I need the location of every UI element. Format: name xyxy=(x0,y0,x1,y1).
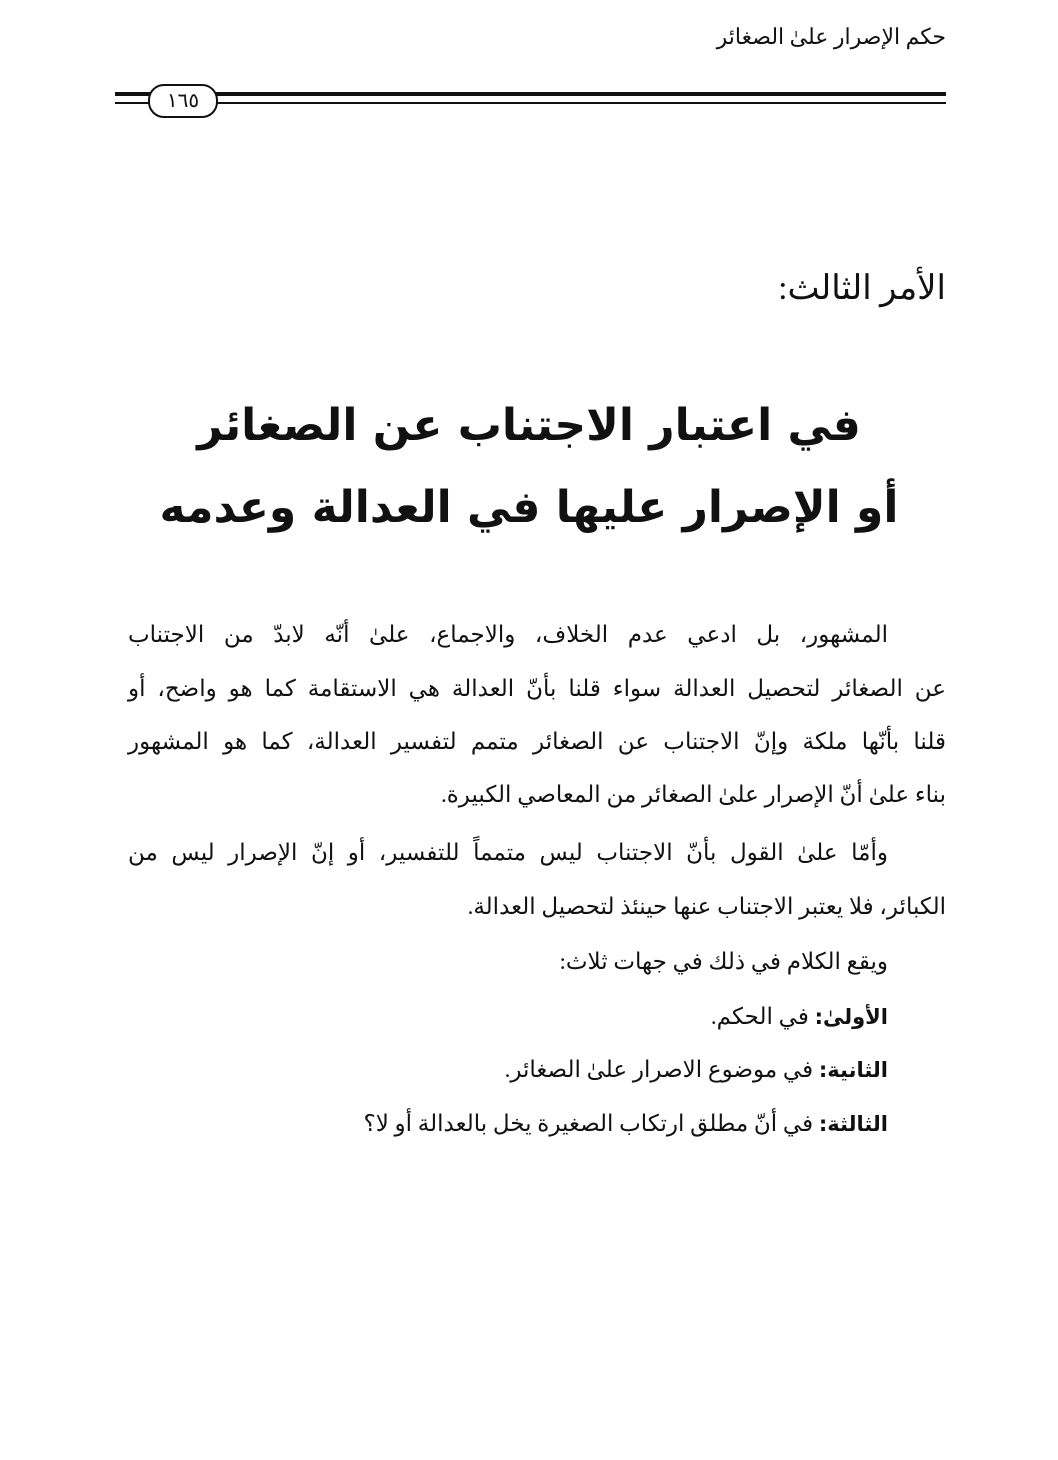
paragraph-line: بناء علىٰ أنّ الإصرار علىٰ الصغائر من المعاصي الكبيرة. xyxy=(440,782,946,807)
item-label: الثانية: xyxy=(818,1058,888,1082)
page-number: ١٦٥ xyxy=(148,84,218,118)
paragraph-line: وأمّا علىٰ القول بأنّ الاجتناب ليس متمماً للتفسير، أو إنّ الإصرار ليس من xyxy=(128,840,888,865)
list-item xyxy=(128,1004,888,1030)
header-rule-thin xyxy=(115,102,946,104)
item-label: الأولىٰ: xyxy=(814,1005,888,1029)
list-item xyxy=(128,1111,888,1137)
section-label: الأمر الثالث: xyxy=(778,270,946,307)
paragraph-line: قلنا بأنّها ملكة وإنّ الاجتناب عن الصغائر متمم لتفسير العدالة، كما هو المشهور xyxy=(128,729,946,754)
item-text: في الحكم. xyxy=(710,1004,815,1029)
item-text: في أنّ مطلق ارتكاب الصغيرة يخل بالعدالة أو لا؟ xyxy=(363,1111,819,1136)
list-item xyxy=(128,1057,888,1083)
paragraph-line: عن الصغائر لتحصيل العدالة سواء قلنا بأنّ العدالة هي الاستقامة كما هو واضح، أو xyxy=(128,676,946,701)
running-head: حكم الإصرار علىٰ الصغائر xyxy=(716,24,946,49)
intro-line: ويقع الكلام في ذلك في جهات ثلاث: xyxy=(559,949,888,974)
paragraph-line: المشهور، بل ادعي عدم الخلاف، والاجماع، علىٰ أنّه لابدّ من الاجتناب xyxy=(128,622,888,647)
chapter-title-line-2: أو الإصرار عليها في العدالة وعدمه xyxy=(159,482,899,533)
header-rule xyxy=(115,92,946,96)
paragraph-line: الكبائر، فلا يعتبر الاجتناب عنها حينئذ لتحصيل العدالة. xyxy=(467,894,946,919)
chapter-title-line-1: في اعتبار الاجتناب عن الصغائر xyxy=(197,400,861,451)
item-text: في موضوع الاصرار علىٰ الصغائر. xyxy=(504,1057,819,1082)
item-label: الثالثة: xyxy=(818,1112,888,1136)
